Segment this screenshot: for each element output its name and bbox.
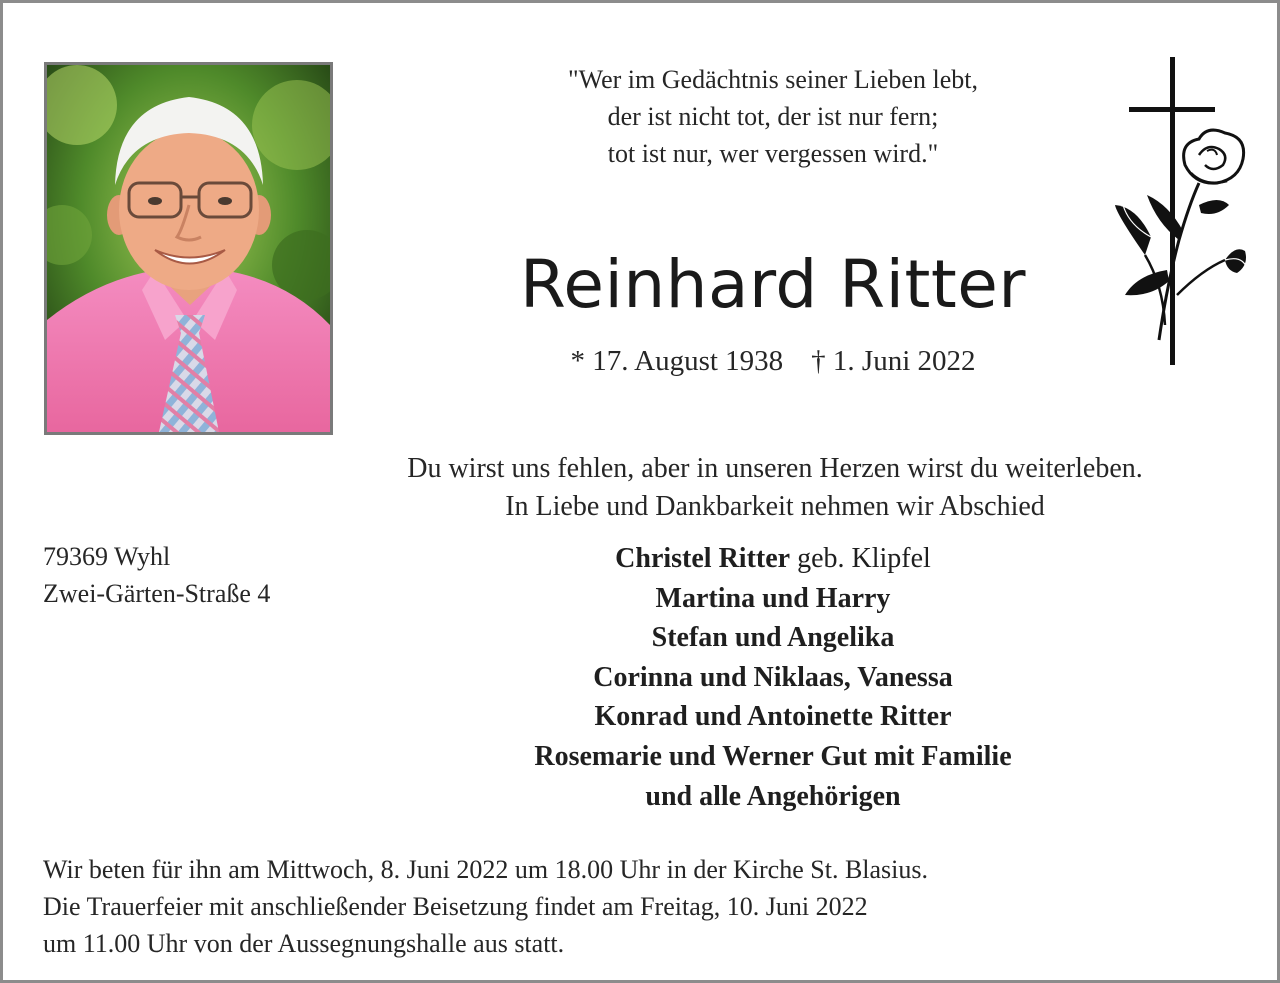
- mourner-line: Konrad und Antoinette Ritter: [594, 701, 952, 733]
- mourner-address: [43, 538, 270, 612]
- birth-date: * 17. August 1938: [570, 345, 784, 377]
- farewell-message: [323, 450, 1227, 526]
- service-line: Die Trauerfeier mit anschließender Beisetzung findet am Freitag, 10. Juni 2022: [43, 892, 868, 921]
- portrait-photo: [44, 62, 333, 435]
- mourner-line: und alle Angehörigen: [645, 780, 901, 812]
- mourner-line: Rosemarie und Werner Gut mit Familie: [534, 740, 1012, 772]
- service-line: um 11.00 Uhr von der Aussegnungshalle aus statt.: [43, 929, 565, 958]
- farewell-line: Du wirst uns fehlen, aber in unseren Herzen wirst du weiterleben.: [407, 453, 1143, 484]
- service-info: [43, 851, 1243, 962]
- quote-line: der ist nicht tot, der ist nur fern;: [607, 102, 939, 131]
- deceased-name: Reinhard Ritter: [520, 246, 1026, 323]
- address-city: 79369 Wyhl: [43, 542, 171, 571]
- portrait-image: [47, 65, 330, 432]
- farewell-line: In Liebe und Dankbarkeit nehmen wir Abschied: [505, 491, 1045, 522]
- life-dates: [443, 341, 1103, 381]
- spouse-name: Christel Ritter: [615, 543, 791, 574]
- quote-line: "Wer im Gedächtnis seiner Lieben lebt,: [568, 65, 978, 94]
- memorial-quote: [443, 61, 1103, 172]
- address-street: Zwei-Gärten-Straße 4: [43, 579, 271, 608]
- mourner-line: Martina und Harry: [655, 582, 891, 614]
- mourner-spouse: [443, 539, 1103, 579]
- service-line: Wir beten für ihn am Mittwoch, 8. Juni 2022 um 18.00 Uhr in der Kirche St. Blasius.: [43, 855, 929, 884]
- cross-with-rose-icon: [1107, 55, 1257, 367]
- mourner-line: Corinna und Niklaas, Vanessa: [593, 661, 953, 693]
- mourner-line: Stefan und Angelika: [651, 622, 895, 654]
- quote-line: tot ist nur, wer vergessen wird.": [607, 139, 939, 168]
- spouse-maiden-name: geb. Klipfel: [797, 543, 931, 574]
- death-date: † 1. Juni 2022: [811, 345, 976, 377]
- mourners-list: [443, 539, 1103, 816]
